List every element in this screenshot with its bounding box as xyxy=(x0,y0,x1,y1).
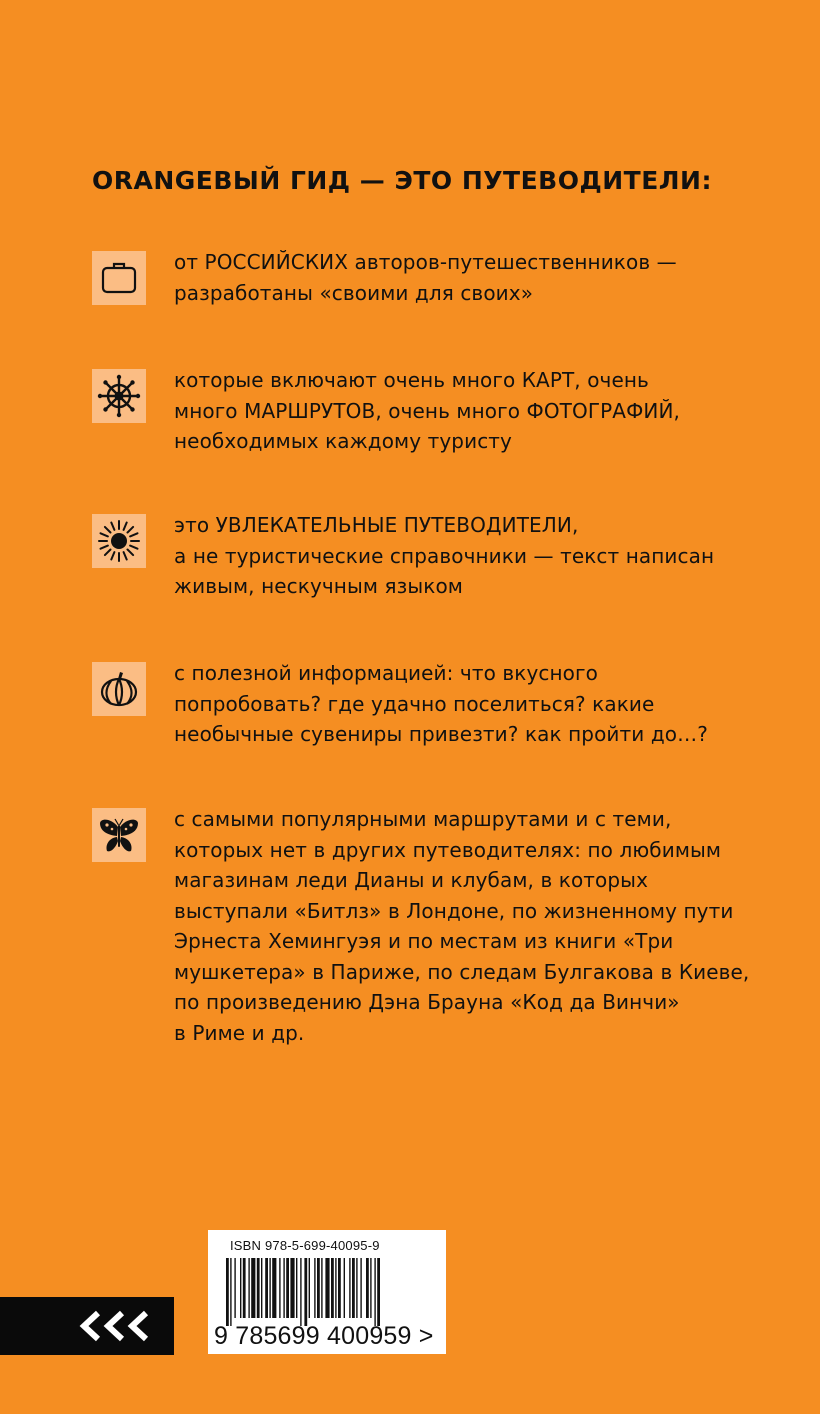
sun-icon xyxy=(92,514,146,568)
barcode-bar xyxy=(356,1258,357,1318)
barcode-bar xyxy=(314,1258,315,1318)
barcode-bar xyxy=(269,1258,270,1318)
barcode-bar xyxy=(296,1258,297,1318)
barcode-digits: 9 785699 400959 > xyxy=(214,1322,434,1350)
barcode-bar xyxy=(257,1258,260,1318)
isbn-label: ISBN 978-5-699-40095-9 xyxy=(230,1238,380,1253)
text-line: магазинам леди Дианы и клубам, в которых xyxy=(174,868,649,892)
barcode-bar xyxy=(226,1258,229,1326)
page-heading: ORANGEВЫЙ ГИД — ЭТО ПУТЕВОДИТЕЛИ: xyxy=(92,166,712,195)
text-line: разработаны «своими для своих» xyxy=(174,280,534,305)
barcode-bar xyxy=(304,1258,307,1326)
publisher-logo xyxy=(0,1297,174,1355)
barcode-bar xyxy=(325,1258,329,1318)
text-line: от РОССИЙСКИХ авторов-путешественников — xyxy=(174,250,677,274)
barcode-bar xyxy=(279,1258,280,1318)
barcode-bar xyxy=(321,1258,322,1318)
barcode-bar xyxy=(374,1258,375,1326)
barcode-bar xyxy=(317,1258,320,1318)
barcode-bar xyxy=(251,1258,255,1318)
barcode-bar xyxy=(331,1258,334,1318)
barcode-bar xyxy=(248,1258,249,1318)
barcode-icon xyxy=(226,1258,434,1326)
feature-text xyxy=(174,658,734,750)
text-line: с полезной информацией: что вкусного xyxy=(174,661,598,685)
text-line: Эрнеста Хемингуэя и по местам из книги «Три xyxy=(174,929,674,953)
feature-text xyxy=(174,247,734,308)
text-line: в Риме и др. xyxy=(174,1020,305,1045)
barcode-bar xyxy=(240,1258,241,1318)
pumpkin-icon xyxy=(92,662,146,716)
barcode-bar xyxy=(360,1258,361,1318)
text-line: которые включают очень много КАРТ, очень xyxy=(174,368,649,392)
barcode-bar xyxy=(344,1258,345,1318)
ship-wheel-icon xyxy=(92,369,146,423)
barcode-bar xyxy=(352,1258,355,1318)
barcode-bar xyxy=(265,1258,268,1318)
text-line: много МАРШРУТОВ, очень много ФОТОГРАФИЙ, xyxy=(174,398,680,423)
barcode-bar xyxy=(300,1258,301,1326)
text-line: с самыми популярными маршрутами и с теми, xyxy=(174,807,672,831)
barcode-bar xyxy=(283,1258,284,1318)
barcode-bar xyxy=(349,1258,350,1318)
text-line: живым, нескучным языком xyxy=(174,574,463,598)
barcode-bar xyxy=(370,1258,371,1318)
text-line: мушкетера» в Париже, по следам Булгакова в Киеве, xyxy=(174,959,750,984)
barcode-bar xyxy=(243,1258,246,1318)
feature-text xyxy=(174,365,734,457)
feature-text xyxy=(174,804,750,1048)
barcode-bar xyxy=(234,1258,235,1318)
text-line: по произведению Дэна Брауна «Код да Винчи» xyxy=(174,990,680,1014)
text-line: необходимых каждому туристу xyxy=(174,429,512,453)
barcode-bar xyxy=(230,1258,231,1326)
text-line: попробовать? где удачно поселиться? какие xyxy=(174,691,655,716)
barcode-bar xyxy=(309,1258,310,1318)
text-line: необычные сувениры привезти? как пройти до…? xyxy=(174,722,708,746)
barcode-bar xyxy=(377,1258,380,1326)
text-line: это УВЛЕКАТЕЛЬНЫЕ ПУТЕВОДИТЕЛИ, xyxy=(174,513,579,537)
isbn-barcode-block xyxy=(208,1230,446,1354)
barcode-bar xyxy=(261,1258,262,1318)
suitcase-icon xyxy=(92,251,146,305)
barcode-bar xyxy=(366,1258,369,1318)
text-line: выступали «Битлз» в Лондоне, по жизненному пути xyxy=(174,898,734,923)
barcode-bar xyxy=(335,1258,336,1318)
barcode-bar xyxy=(338,1258,341,1318)
chevrons-logo-icon xyxy=(78,1309,162,1343)
barcode-bar xyxy=(286,1258,289,1318)
feature-text xyxy=(174,510,734,602)
text-line: а не туристические справочники — текст написан xyxy=(174,543,715,568)
barcode-bar xyxy=(290,1258,294,1318)
text-line: которых нет в других путеводителях: по любимым xyxy=(174,837,722,862)
barcode-bar xyxy=(272,1258,276,1318)
butterfly-icon xyxy=(92,808,146,862)
